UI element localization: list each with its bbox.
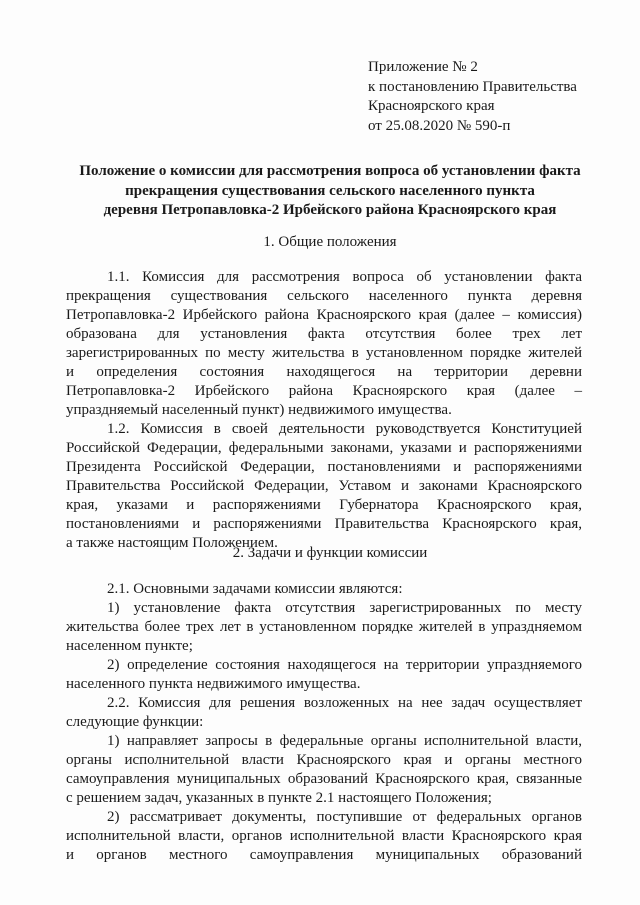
text-line: Российской Федерации, федеральными законами, указами и распоряжениями [66, 440, 582, 456]
text-line: Петропавловка-2 Ирбейского района Красноярского края (далее – комиссия) [66, 307, 582, 323]
text-line: постановлениями и распоряжениями Правительства Красноярского края, [66, 516, 582, 532]
text-line: упраздняемый населенный пункт) недвижимого имущества. [66, 402, 452, 418]
text-line: 2.2. Комиссия для решения возложенных на нее задач осуществляет [107, 695, 582, 711]
text-line: жительства более трех лет в установленном порядке жителей в упраздняемом [66, 619, 582, 635]
text-line: и определения состояния находящегося на территории деревни [66, 364, 582, 380]
text-line: а также настоящим Положением. [66, 535, 278, 551]
paragraph-1-2 [66, 420, 582, 553]
text-line: органы исполнительной власти Красноярского края и органы местного [66, 752, 582, 768]
paragraph-1-1 [66, 268, 582, 420]
text-line: исполнительной власти, органов исполнительной власти Красноярского края [66, 828, 582, 844]
text-line: зарегистрированных по месту жительства в установленном порядке жителей [66, 345, 582, 361]
text-line: населенном пункте; [66, 638, 193, 654]
text-line: образована для установления факта отсутствия более трех лет [66, 326, 582, 342]
text-line: с решением задач, указанных в пункте 2.1 настоящего Положения; [66, 790, 492, 806]
text-line: 2) определение состояния находящегося на территории упраздняемого [107, 657, 582, 673]
appendix-region: Красноярского края [368, 98, 495, 114]
text-line: прекращения существования сельского населенного пункта деревня [66, 288, 582, 304]
text-line: Правительства Российской Федерации, Уставом и законами Красноярского [66, 478, 582, 494]
text-line: 2) рассматривает документы, поступившие от федеральных органов [107, 809, 582, 825]
text-line: и органов местного самоуправления муниципальных образований [66, 847, 582, 863]
section-1-heading: 1. Общие положения [263, 234, 397, 250]
title-line: Положение о комиссии для рассмотрения вопроса об установлении факта [79, 163, 581, 179]
title-line: прекращения существования сельского населенного пункта [125, 182, 535, 199]
appendix-number: Приложение № 2 [368, 59, 478, 75]
text-line: 1) направляет запросы в федеральные органы исполнительной власти, [107, 733, 582, 749]
text-line: Петропавловка-2 Ирбейского района Красноярского края (далее – [66, 383, 582, 399]
appendix-resolution-ref: к постановлению Правительства [368, 78, 577, 95]
section-2-heading: 2. Задачи и функции комиссии [232, 545, 428, 561]
appendix-date: от 25.08.2020 № 590-п [368, 117, 511, 134]
text-line: 1) установление факта отсутствия зарегистрированных по месту [107, 600, 582, 616]
text-line: следующие функции: [66, 714, 204, 730]
appendix-block [368, 58, 577, 136]
title-line: деревня Петропавловка-2 Ирбейского района Красноярского края [103, 202, 557, 218]
text-line: Президента Российской Федерации, постановлениями и распоряжениями [66, 459, 582, 475]
text-line: населенного пункта недвижимого имущества. [66, 676, 361, 692]
text-line: края, указами и распоряжениями Губернатора Красноярского края, [66, 497, 582, 513]
document-title [50, 162, 610, 221]
text-line: 1.2. Комиссия в своей деятельности руководствуется Конституцией [107, 421, 582, 437]
text-line: самоуправления муниципальных образований Красноярского края, связанные [66, 771, 582, 787]
text-line: 1.1. Комиссия для рассмотрения вопроса об установлении факта [107, 269, 582, 285]
text-line: 2.1. Основными задачами комиссии являются: [107, 581, 403, 597]
section-2-body [66, 580, 582, 865]
